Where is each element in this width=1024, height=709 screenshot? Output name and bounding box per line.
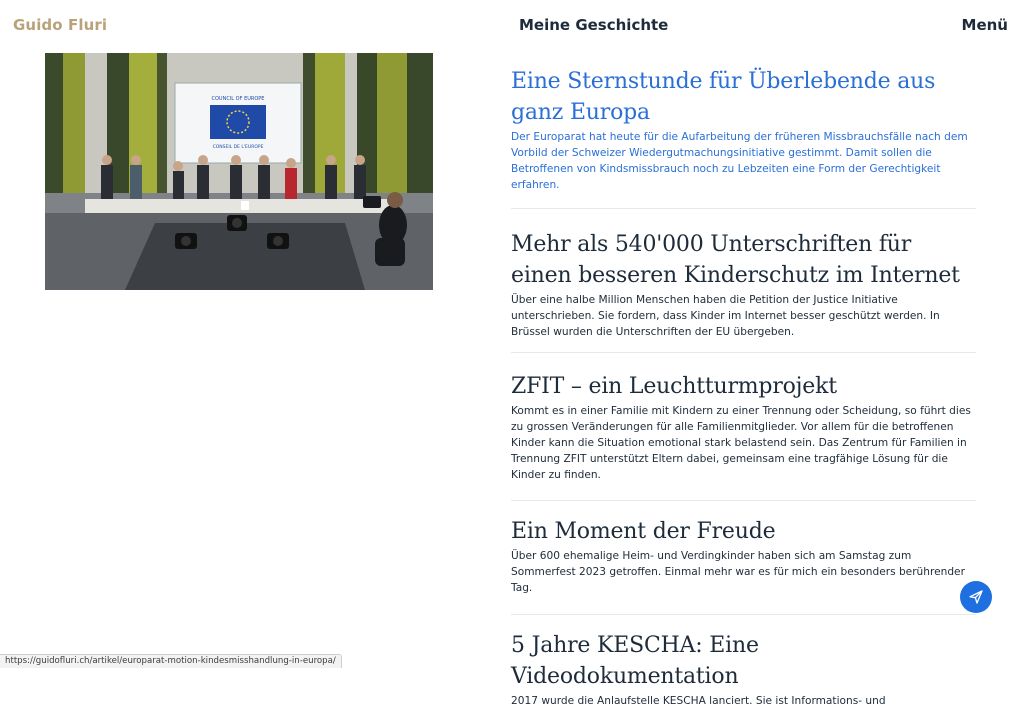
send-message-button[interactable] bbox=[960, 581, 992, 613]
article-excerpt: Kommt es in einer Familie mit Kindern zu einer Trennung oder Scheidung, so führt dies zu grossen Veränderungen für alle Familienmitglieder. Vor allem für die betroffenen Kinder kann die Situation emotional stark belastend sein. Das Zentrum für Familien in Trennung ZFIT unterstützt Eltern dabei, gemeinsam eine tragfähige Lösung für die Kinder zu finden. bbox=[511, 405, 971, 481]
article-title[interactable]: Mehr als 540'000 Unterschriften für einen besseren Kinderschutz im Internet bbox=[511, 232, 960, 288]
menu-button[interactable]: Menü bbox=[961, 16, 1008, 34]
article-excerpt: Über 600 ehemalige Heim- und Verdingkinder haben sich am Samstag zum Sommerfest 2023 getroffen. Einmal mehr war es für mich ein besonders berührender Tag. bbox=[511, 550, 965, 594]
article-title[interactable]: ZFIT – ein Leuchtturmprojekt bbox=[511, 374, 837, 399]
article-excerpt: Über eine halbe Million Menschen haben die Petition der Justice Initiative unterschrieben. Sie fordern, dass Kinder im Internet besser geschützt werden. In Brüssel wurden die Unterschriften der EU übergeben. bbox=[511, 294, 940, 338]
banner-text-bottom: CONSEIL DE L'EUROPE bbox=[212, 145, 264, 150]
article-title[interactable]: 5 Jahre KESCHA: Eine Videodokumentation bbox=[511, 633, 759, 689]
site-header bbox=[0, 0, 1024, 50]
nav-link-meine-geschichte[interactable]: Meine Geschichte bbox=[519, 16, 669, 34]
article-item[interactable] bbox=[511, 501, 976, 615]
article-excerpt: Der Europarat hat heute für die Aufarbeitung der früheren Missbrauchsfälle nach dem Vorbild der Schweizer Wiedergutmachungsinitiative gestimmt. Damit sollen die Betroffenen von Kindsmissbrauch noch zu Lebzeiten eine Form der Gerechtigkeit erfahren. bbox=[511, 131, 968, 191]
article-item[interactable] bbox=[511, 615, 976, 709]
send-icon bbox=[968, 589, 984, 605]
status-bar-url: https://guidofluri.ch/artikel/europarat-motion-kindesmisshandlung-in-europa/ bbox=[0, 654, 342, 668]
article-item[interactable] bbox=[511, 353, 976, 501]
article-item[interactable] bbox=[511, 209, 976, 353]
article-excerpt: 2017 wurde die Anlaufstelle KESCHA lanciert. Sie ist Informations- und bbox=[511, 695, 886, 707]
banner-text-top: COUNCIL OF EUROPE bbox=[211, 96, 265, 102]
article-hero-image[interactable] bbox=[45, 53, 433, 290]
article-title[interactable]: Ein Moment der Freude bbox=[511, 519, 776, 544]
article-list bbox=[511, 66, 976, 709]
article-item[interactable] bbox=[511, 66, 976, 209]
brand-logo-link[interactable]: Guido Fluri bbox=[13, 16, 108, 34]
article-title[interactable]: Eine Sternstunde für Überlebende aus ganz Europa bbox=[511, 69, 936, 125]
